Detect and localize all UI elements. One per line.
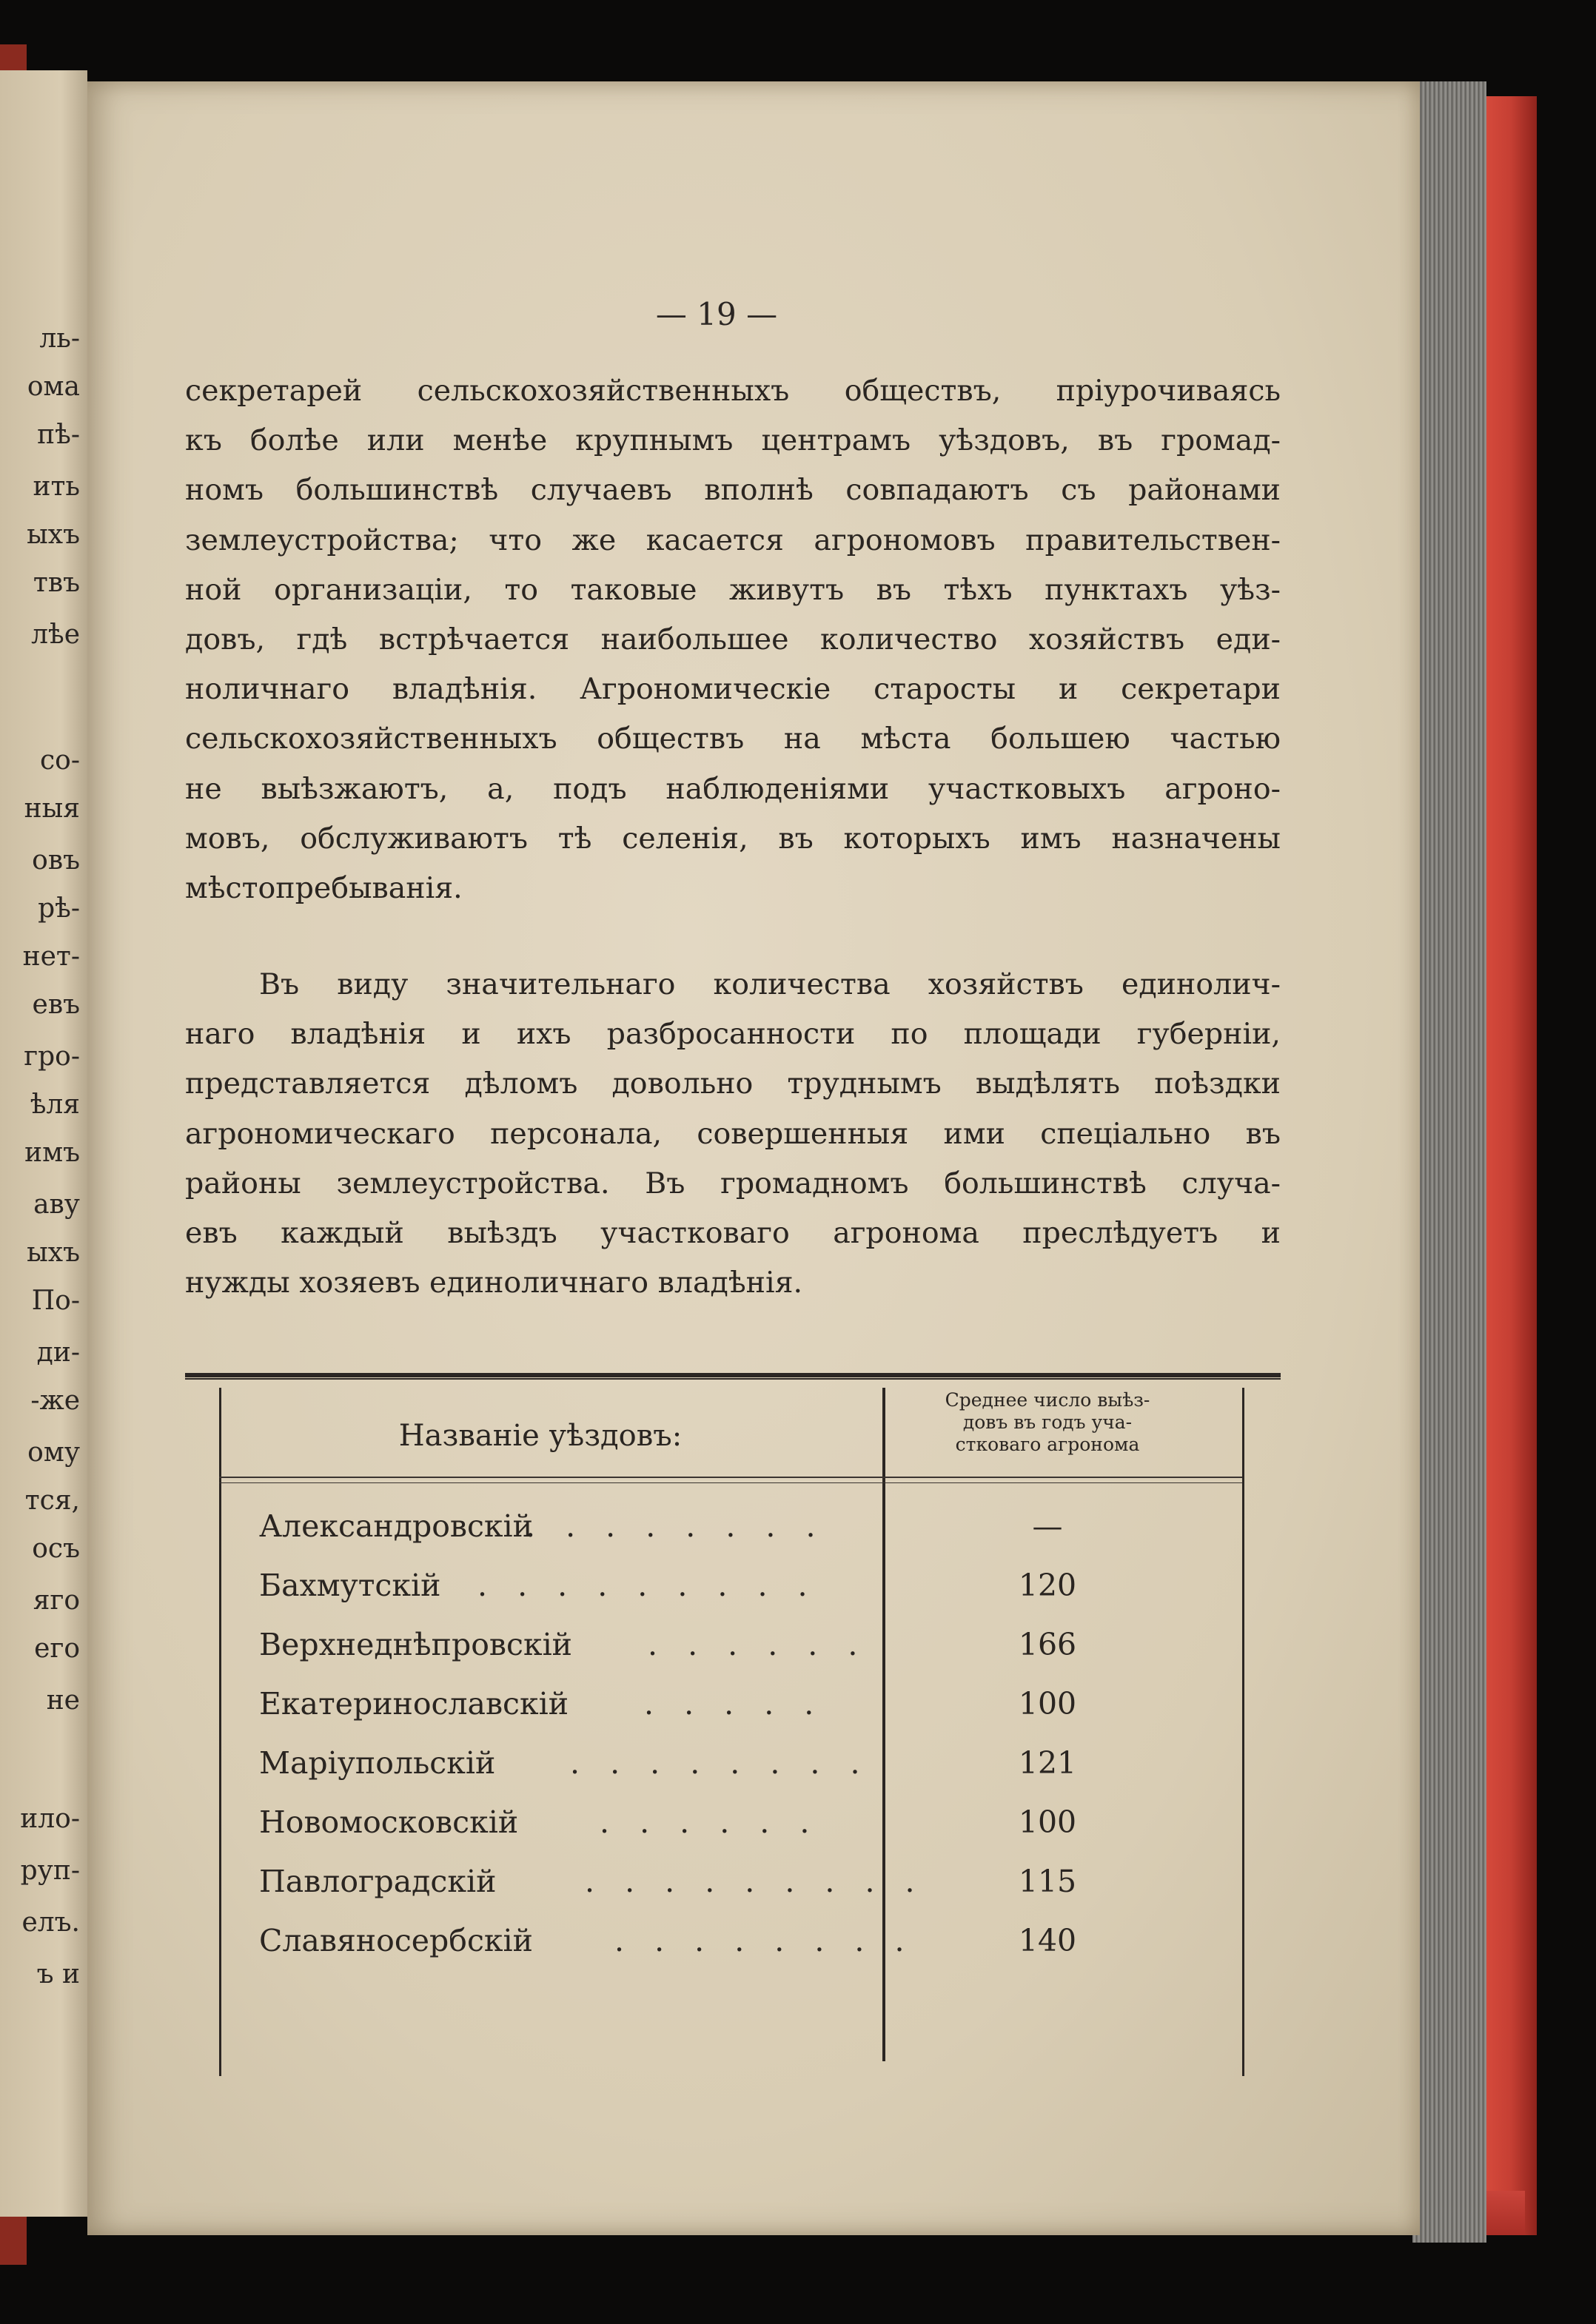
text-line: мѣстопребыванія. (185, 870, 463, 905)
left-page-fragment: ѣля (30, 1089, 80, 1120)
district-name: Славяносербскій (259, 1923, 534, 1958)
text-line: районы землеустройства. Въ громадномъ большинствѣ случа- (185, 1166, 1281, 1200)
table-row (185, 1739, 1281, 1799)
table-top-rule (185, 1373, 1281, 1380)
left-page-fragment: имъ (24, 1138, 80, 1168)
leader-dots: . . . . . . (648, 1627, 868, 1662)
previous-page-edge (0, 70, 87, 2217)
text-line: секретарей сельскохозяйственныхъ обществъ, пріурочиваясь (185, 374, 1281, 408)
leader-dots: . . . . . . . . . (477, 1568, 818, 1603)
text-line: ной организаціи, то таковые живутъ въ тѣхъ пунктахъ уѣз- (185, 572, 1281, 607)
leader-dots: . . . . . . . . (526, 1508, 826, 1544)
table-row (185, 1917, 1281, 1976)
table-row (185, 1680, 1281, 1739)
text-line: землеустройства; что же касается агрономовъ правительствен- (185, 523, 1281, 557)
page-number: — 19 — (655, 296, 778, 332)
left-page-fragment: лѣе (31, 619, 80, 650)
page-edges (1412, 81, 1486, 2243)
table-row (185, 1502, 1281, 1562)
avg-trips-value: 115 (1018, 1864, 1077, 1899)
left-page-fragment: ныя (24, 793, 80, 824)
district-name: Маріупольскій (259, 1745, 496, 1781)
district-name: Екатеринославскій (259, 1686, 569, 1722)
avg-trips-value: 100 (1018, 1686, 1077, 1722)
body-text (185, 366, 1281, 1308)
avg-trips-value: 120 (1018, 1568, 1077, 1603)
leader-dots: . . . . . . . . . (585, 1864, 925, 1899)
left-page-fragment: ль- (39, 323, 80, 354)
left-page-fragment: ди- (36, 1337, 80, 1368)
text-line: ноличнаго владѣнія. Агрономическіе старосты и секретари (185, 672, 1281, 707)
left-page-fragment: ома (27, 372, 80, 402)
left-page-fragment: яго (33, 1585, 80, 1616)
paragraph-1 (185, 366, 1281, 913)
avg-trips-value: 140 (1018, 1923, 1077, 1958)
left-page-fragment: руп- (20, 1855, 80, 1886)
avg-trips-value: 166 (1018, 1627, 1077, 1662)
left-page-fragment: со- (40, 745, 80, 776)
left-page-fragment: ому (27, 1437, 80, 1468)
left-page-fragment: ить (33, 471, 80, 502)
avg-trips-value: 100 (1018, 1804, 1077, 1840)
left-page-fragment: елъ. (21, 1907, 80, 1938)
table-row (185, 1799, 1281, 1858)
left-page-fragment: ъ и (36, 1959, 80, 1989)
text-line: номъ большинствѣ случаевъ вполнѣ совпадаютъ съ районами (185, 473, 1281, 508)
left-page-fragment: овъ (32, 845, 80, 876)
left-page-fragment: гро- (24, 1041, 80, 1072)
left-page-fragment: евъ (32, 990, 80, 1020)
left-page-fragment: ыхъ (27, 520, 80, 550)
district-trips-table (185, 1373, 1281, 2076)
left-page-fragment: не (46, 1685, 80, 1716)
district-name: Новомосковскій (259, 1804, 519, 1840)
left-page-fragment: -же (30, 1386, 80, 1416)
table-row (185, 1858, 1281, 1917)
avg-trips-value: 121 (1018, 1745, 1077, 1781)
leader-dots: . . . . . . . . (570, 1745, 871, 1781)
table-header-rule (219, 1477, 1242, 1478)
text-line: нужды хозяевъ единоличнаго владѣнія. (185, 1266, 803, 1300)
header-avg-trips: Среднее число выѣз- довъ въ годъ уча- стковаго агронома (945, 1389, 1150, 1455)
left-page-fragment: тся, (24, 1485, 80, 1516)
left-page-fragment: осъ (32, 1534, 80, 1564)
avg-trips-value: — (1032, 1508, 1063, 1544)
text-line: евъ каждый выѣздъ участковаго агронома преслѣдуетъ и (185, 1216, 1281, 1250)
leader-dots: . . . . . . (600, 1804, 820, 1840)
text-line: къ болѣе или менѣе крупнымъ центрамъ уѣздовъ, въ громад- (185, 423, 1281, 458)
leader-dots: . . . . . (644, 1686, 825, 1722)
table-row (185, 1562, 1281, 1621)
left-page-fragment: По- (31, 1286, 80, 1316)
left-page-fragment: аву (33, 1189, 80, 1220)
book-page (87, 81, 1420, 2235)
district-name: Верхнеднѣпровскій (259, 1627, 573, 1662)
text-line: представляется дѣломъ довольно труднымъ выдѣлять поѣздки (185, 1067, 1281, 1101)
text-line: агрономическаго персонала, совершенныя ими спеціально въ (185, 1116, 1281, 1151)
text-line: мовъ, обслуживаютъ тѣ селенія, въ которыхъ имъ назначены (185, 821, 1281, 856)
table-rows (185, 1502, 1281, 1976)
text-line: сельскохозяйственныхъ обществъ на мѣста большею частью (185, 722, 1281, 756)
left-page-fragment: нет- (22, 941, 80, 972)
leader-dots: . . . . . . . . (614, 1923, 915, 1958)
left-page-fragment: ило- (20, 1804, 80, 1834)
district-name: Павлоградскій (259, 1864, 497, 1899)
left-page-fragment: его (34, 1633, 80, 1664)
district-name: Бахмутскій (259, 1568, 441, 1603)
paragraph-2 (185, 960, 1281, 1308)
left-page-fragment: ыхъ (27, 1237, 80, 1268)
left-page-fragment: пѣ- (37, 420, 80, 450)
left-page-fragment: твъ (33, 568, 80, 598)
table-header-rule-2 (219, 1482, 1242, 1483)
table-row (185, 1621, 1281, 1680)
text-line: Въ виду значительнаго количества хозяйствъ единолич- (259, 967, 1281, 1002)
header-district-name: Названіе уѣздовъ: (398, 1419, 683, 1453)
text-line: не выѣзжаютъ, а, подъ наблюденіями участковыхъ агроно- (185, 771, 1281, 806)
text-line: довъ, гдѣ встрѣчается наибольшее количество хозяйствъ еди- (185, 622, 1281, 656)
text-line: наго владѣнія и ихъ разбросанности по площади губерніи, (185, 1017, 1281, 1052)
left-page-fragment: рѣ- (38, 893, 80, 924)
district-name: Александровскій (259, 1508, 534, 1544)
